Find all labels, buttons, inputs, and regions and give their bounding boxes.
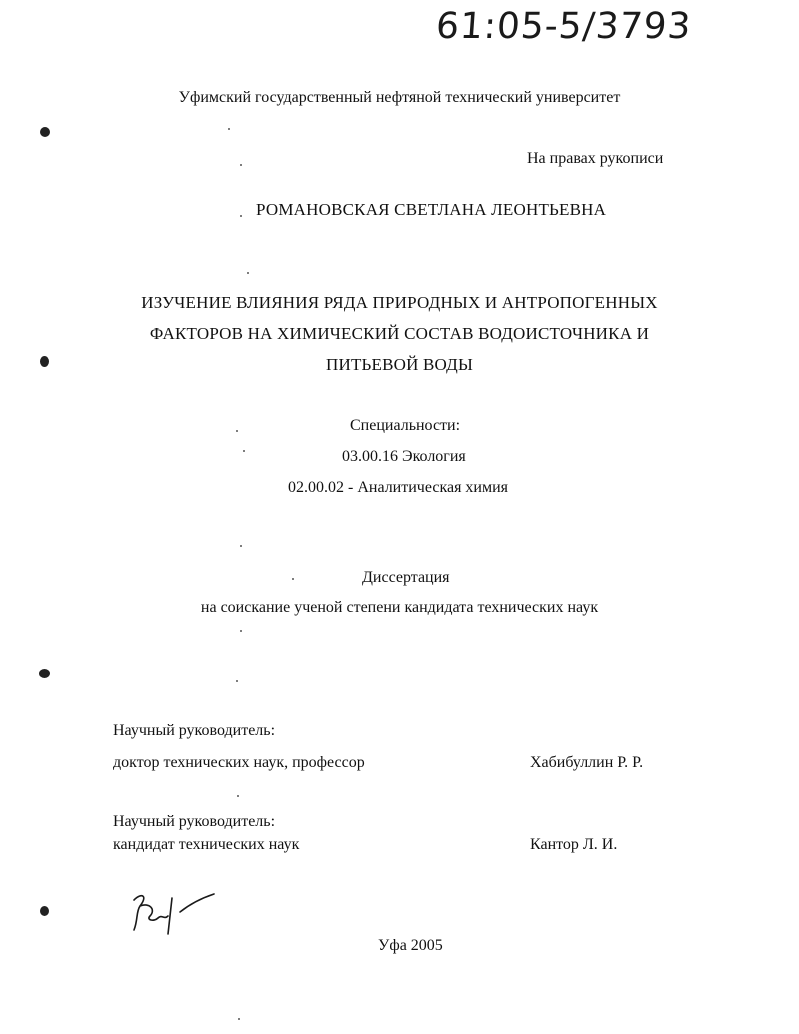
advisor-role: Научный руководитель: xyxy=(113,722,276,739)
title-line-1: ИЗУЧЕНИЕ ВЛИЯНИЯ РЯДА ПРИРОДНЫХ И АНТРОПОГЕННЫХ xyxy=(141,293,658,312)
scan-speck xyxy=(240,164,242,166)
signature-scribble xyxy=(128,890,218,942)
manuscript-rights-note: На правах рукописи xyxy=(527,150,664,167)
scan-speck xyxy=(236,430,238,432)
advisor-degree: кандидат технических наук xyxy=(113,836,300,853)
advisor-name: Кантор Л. И. xyxy=(530,836,618,853)
specialties-heading: Специальности: xyxy=(350,417,461,434)
scan-speck xyxy=(243,450,245,452)
university-name: Уфимский государственный нефтяной технический университет xyxy=(178,89,621,106)
author-name: РОМАНОВСКАЯ СВЕТЛАНА ЛЕОНТЬЕВНА xyxy=(256,200,607,219)
advisor-name: Хабибуллин Р. Р. xyxy=(530,754,644,771)
scan-speck xyxy=(240,630,242,632)
specialty-item: 03.00.16 Экология xyxy=(342,448,466,465)
scan-speck xyxy=(236,680,238,682)
dissertation-subtitle: на соискание ученой степени кандидата технических наук xyxy=(200,599,599,616)
dissertation-heading: Диссертация xyxy=(362,569,450,586)
scan-speck xyxy=(292,578,294,580)
binding-hole-mark xyxy=(40,127,50,137)
binding-hole-mark xyxy=(40,356,49,367)
scan-speck xyxy=(228,128,230,130)
archive-code-handwritten: 61:05-5/3793 xyxy=(434,6,693,47)
specialty-item: 02.00.02 - Аналитическая химия xyxy=(288,479,509,496)
scan-speck xyxy=(247,272,249,274)
scan-speck xyxy=(240,545,242,547)
advisor-degree: доктор технических наук, профессор xyxy=(113,754,365,771)
binding-hole-mark xyxy=(40,906,49,916)
binding-hole-mark xyxy=(39,669,50,678)
scan-speck xyxy=(240,215,242,217)
advisor-role: Научный руководитель: xyxy=(113,813,276,830)
title-line-2: ФАКТОРОВ НА ХИМИЧЕСКИЙ СОСТАВ ВОДОИСТОЧНИКА И xyxy=(149,324,650,343)
scan-speck xyxy=(238,1018,240,1020)
scan-speck xyxy=(237,795,239,797)
city-year: Уфа 2005 xyxy=(378,937,443,954)
title-line-3: ПИТЬЕВОЙ ВОДЫ xyxy=(325,355,474,374)
